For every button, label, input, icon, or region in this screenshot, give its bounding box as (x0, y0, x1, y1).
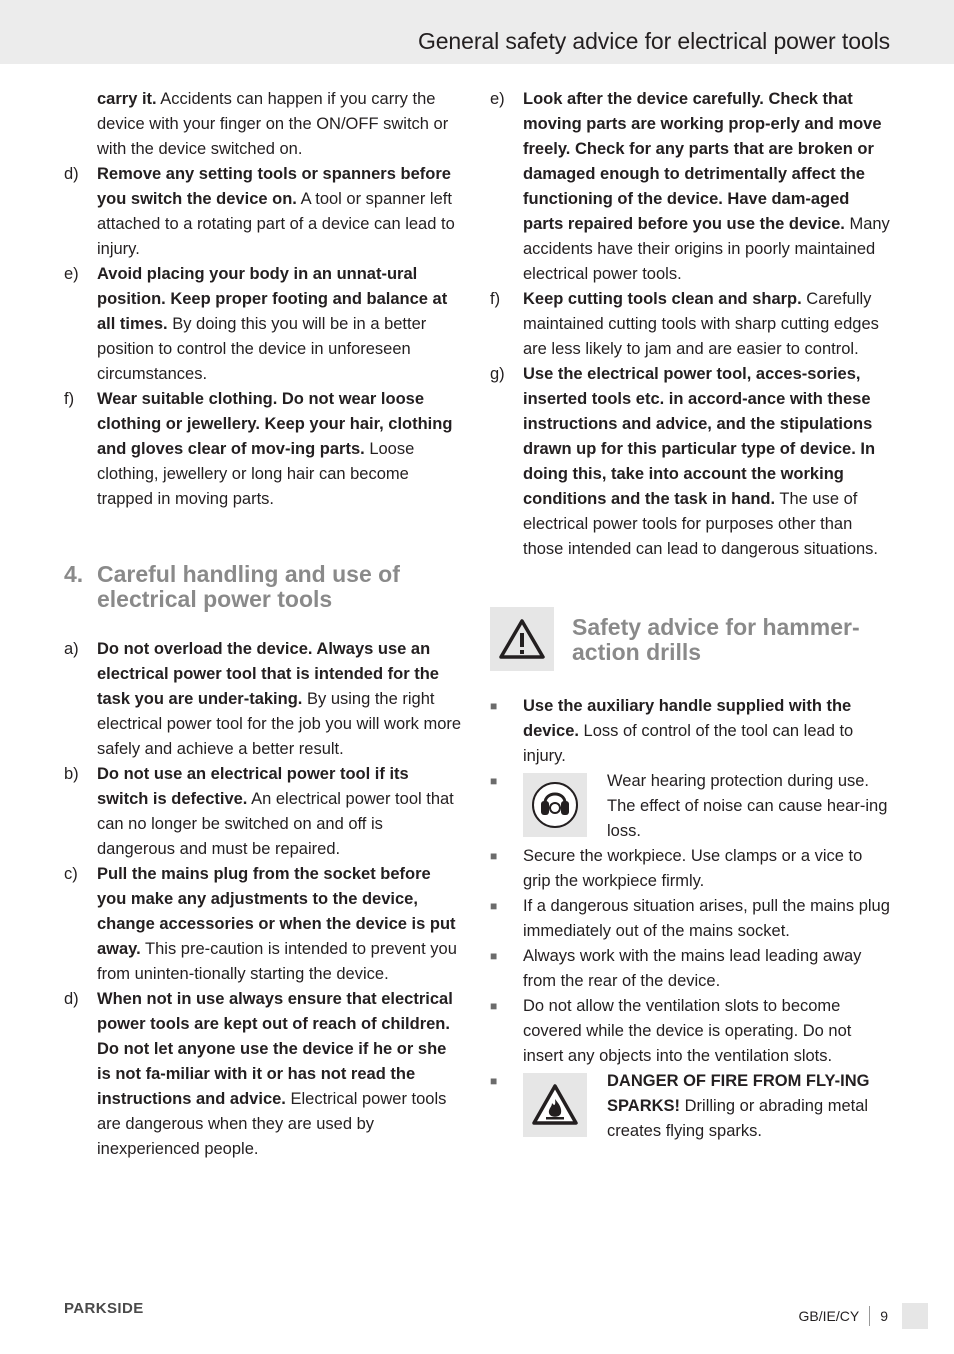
list-item (490, 87, 893, 287)
list-item (490, 362, 893, 562)
list-item (64, 862, 464, 987)
bullet-item (490, 894, 893, 944)
bold-text: carry it. (97, 90, 157, 108)
item-text (523, 287, 893, 362)
bullet-square-icon: ■ (490, 899, 498, 913)
right-column (490, 87, 893, 1144)
item-text (97, 762, 464, 862)
list-item (64, 162, 464, 262)
bullet-square-icon: ■ (490, 949, 498, 963)
bold-text: DANGER OF FIRE FROM FLY-ING SPARKS! (607, 1072, 870, 1115)
bold-text: Look after the device carefully. Check that moving parts are working prop-erly and move freely. Check for any parts that are broken or damaged enough to detrimentally affect the functioning of the device. Have dam-aged parts repaired before you use the device. (523, 90, 882, 233)
warning-triangle-icon (490, 607, 554, 671)
bold-text: Keep cutting tools clean and sharp. (523, 290, 802, 308)
bullet-item (490, 944, 893, 994)
bold-text: Do not overload the device. Always use an electrical power tool that is intended for the task you are under-taking. (97, 640, 439, 708)
footer-divider (869, 1306, 870, 1326)
item-text: Always work with the mains lead leading away from the rear of the device. (523, 947, 862, 990)
section-number: 4. (64, 561, 84, 587)
bullet-square-icon: ■ (490, 999, 498, 1013)
list-item (64, 637, 464, 762)
body-text: Accidents can happen if you carry the device with your finger on the ON/OFF switch or with the device switched on. (97, 90, 449, 158)
brand-logo: PARKSIDE (64, 1300, 144, 1317)
item-text: Do not allow the ventilation slots to become covered while the device is operating. Do not insert any objects into the ventilation slots. (523, 997, 852, 1065)
item-label: d) (64, 165, 79, 183)
fire-hazard-text (607, 1069, 893, 1144)
item-text (97, 862, 464, 987)
item-text (523, 362, 893, 562)
list-item (64, 987, 464, 1162)
item-label: d) (64, 990, 79, 1008)
body-text: An electrical power tool that can no longer be switched on and off is dangerous and must be repaired. (97, 790, 454, 858)
body-text: By doing this you will be in a better position to control the device in unforeseen circumstances. (97, 315, 427, 383)
bold-text: Avoid placing your body in an unnat-ural position. Keep proper footing and balance at all times. (97, 265, 448, 333)
bullet-item (490, 694, 893, 769)
left-column (64, 87, 464, 1162)
item-label: e) (64, 265, 79, 283)
list-item (64, 262, 464, 387)
item-label: e) (490, 90, 505, 108)
fire-hazard-row (523, 1069, 893, 1144)
bold-text: Remove any setting tools or spanners before you switch the device on. (97, 165, 451, 208)
bullet-item (490, 769, 893, 844)
body-text: Electrical power tools are dangerous when they are used by inexperienced people. (97, 1090, 447, 1158)
bullet-square-icon: ■ (490, 699, 498, 713)
paragraph-carry (97, 87, 464, 162)
list-item (490, 287, 893, 362)
body-text: By using the right electrical power tool for the job you will work more safely and achieve a better result. (97, 690, 462, 758)
body-text: Loss of control of the tool can lead to injury. (523, 722, 854, 765)
page-header-title: General safety advice for electrical power tools (417, 28, 890, 54)
body-text: Drilling or abrading metal creates flying sparks. (607, 1097, 869, 1140)
item-label: b) (64, 765, 79, 783)
bold-text: Do not use an electrical power tool if its switch is defective. (97, 765, 409, 808)
bold-text: Use the electrical power tool, acces-sories, inserted tools etc. in accord-ance with these instructions and advice, and the stipulations drawn up for this particular type of device. In doing this, take into account the working conditions and the task in hand. (523, 365, 876, 508)
item-text: Secure the workpiece. Use clamps or a vice to grip the workpiece firmly. (523, 847, 863, 890)
bullet-item (490, 994, 893, 1069)
fire-hazard-icon (523, 1073, 587, 1137)
page-footer (799, 1303, 928, 1329)
body-text: The use of electrical power tools for purposes other than those intended can lead to dangerous situations. (523, 490, 879, 558)
item-label: f) (490, 290, 501, 308)
item-text (97, 162, 464, 262)
page-number: 9 (880, 1308, 888, 1324)
hammer-drill-heading-block (490, 607, 893, 671)
item-text (97, 262, 464, 387)
section-title: Careful handling and use of electrical power tools (97, 561, 400, 612)
bullet-square-icon: ■ (490, 849, 498, 863)
bullet-square-icon: ■ (490, 774, 498, 788)
bullet-item (490, 1069, 893, 1144)
section-heading (64, 562, 464, 612)
list-item (64, 762, 464, 862)
body-text: Carefully maintained cutting tools with sharp cutting edges are less likely to jam and are easier to control. (523, 290, 879, 358)
item-label: c) (64, 865, 78, 883)
item-text (97, 637, 464, 762)
hearing-protection-icon (523, 773, 587, 837)
list-item (64, 387, 464, 512)
bold-text: Use the auxiliary handle supplied with the device. (523, 697, 852, 740)
region-code: GB/IE/CY (798, 1308, 860, 1324)
item-text (523, 694, 893, 769)
item-text: If a dangerous situation arises, pull the mains plug immediately out of the mains socket. (523, 897, 890, 940)
hearing-protection-row (523, 769, 893, 844)
item-label: a) (64, 640, 79, 658)
item-label: f) (64, 390, 75, 408)
body-text: A tool or spanner left attached to a rotating part of a device can lead to injury. (97, 190, 455, 258)
bold-text: When not in use always ensure that electrical power tools are kept out of reach of children. Do not let anyone use the device if he or she is not fa-miliar with it or has not read the instructions and advice. (97, 990, 453, 1108)
hearing-protection-text: Wear hearing protection during use. The effect of noise can cause hear-ing loss. (607, 772, 888, 840)
page-header (0, 0, 954, 64)
body-text: This pre-caution is intended to prevent you from uninten-tionally starting the device. (97, 940, 457, 983)
body-text: Loose clothing, jewellery or long hair can become trapped in moving parts. (97, 440, 415, 508)
body-text: Many accidents have their origins in poorly maintained electrical power tools. (523, 215, 890, 283)
item-text (523, 87, 893, 287)
bold-text: Pull the mains plug from the socket before you make any adjustments to the device, change accessories or when the device is put away. (97, 865, 456, 958)
page-tab-marker (902, 1303, 928, 1329)
item-label: g) (490, 365, 505, 383)
bullet-square-icon: ■ (490, 1074, 498, 1088)
item-text (97, 387, 464, 512)
hammer-drill-heading: Safety advice for hammer-action drills (572, 614, 860, 665)
bullet-item (490, 844, 893, 894)
bold-text: Wear suitable clothing. Do not wear loose clothing or jewellery. Keep your hair, clothing and gloves clear of mov-ing parts. (97, 390, 453, 458)
item-text (97, 987, 464, 1162)
